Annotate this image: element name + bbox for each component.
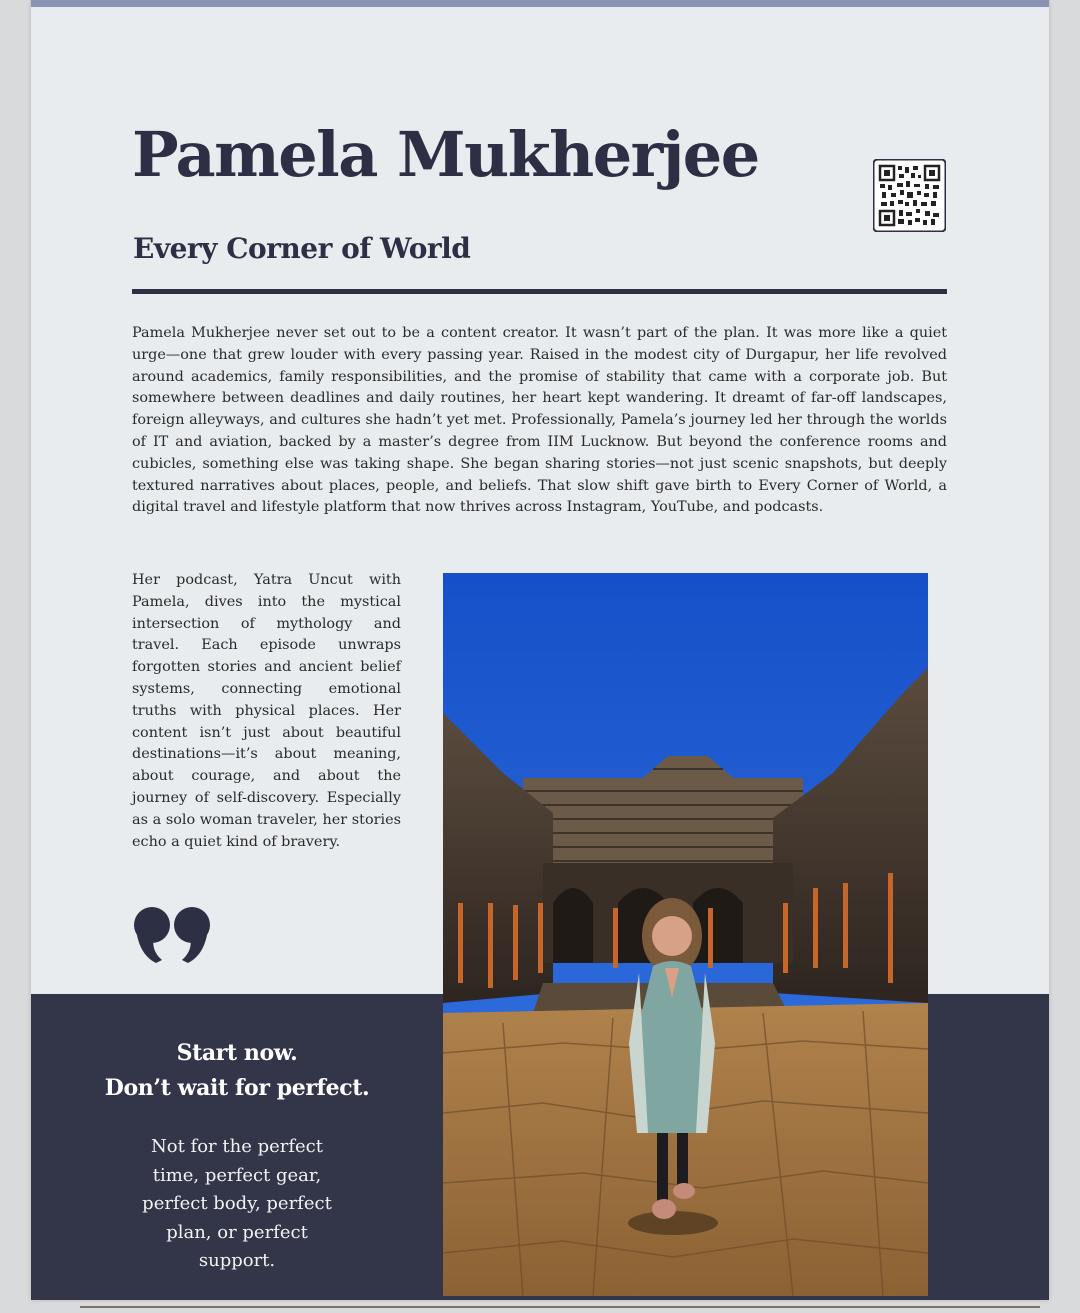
top-accent-bar: [31, 0, 1049, 7]
qr-code-icon[interactable]: [873, 159, 946, 232]
heading-divider: [132, 289, 947, 294]
quote-mark-icon: [132, 903, 218, 965]
callout-heading: [31, 1036, 443, 1106]
callout-line-2: Don’t wait for perfect.: [104, 1075, 370, 1101]
podcast-paragraph: Her podcast, Yatra Uncut with Pamela, dives into the mystical intersection of mythology and travel. Each episode unwraps forgotten stories and ancient belief systems, connecting emotional truths with physical places. Her content isn’t just about beautiful destinations—it’s about meaning, about courage, and about the journey of self-discovery. Especially as a solo woman traveler, her stories echo a quiet kind of bravery.: [132, 572, 401, 850]
magazine-page: [31, 0, 1049, 1300]
callout-line-1: Start now.: [176, 1040, 298, 1066]
feature-photo: [443, 573, 928, 1296]
intro-paragraph: Pamela Mukherjee never set out to be a content creator. It wasn’t part of the plan. It was more like a quiet urge—one that grew louder with every passing year. Raised in the modest city of Durgapur, her life revolved around academics, family responsibilities, and the promise of stability that came with a corporate job. But somewhere between deadlines and daily routines, her heart kept wandering. It dreamt of far-off landscapes, foreign alleyways, and cultures she hadn’t yet met. Professionally, Pamela’s journey led her through the worlds of IT and aviation, backed by a master’s degree from IIM Lucknow. But beyond the conference rooms and cubicles, something else was taking shape. She began sharing stories—not just scenic snapshots, but deeply textured narratives about places, people, and beliefs. That slow shift gave birth to Every Corner of World, a digital travel and lifestyle platform that now thrives across Instagram, YouTube, and podcasts.: [132, 325, 947, 516]
page-bottom-rule: [80, 1306, 1040, 1308]
callout-body: Not for the perfect time, perfect gear, perfect body, perfect plan, or perfect support.: [142, 1136, 332, 1271]
article-subtitle: Every Corner of World: [133, 232, 471, 265]
article-title: Pamela Mukherjee: [132, 118, 759, 191]
